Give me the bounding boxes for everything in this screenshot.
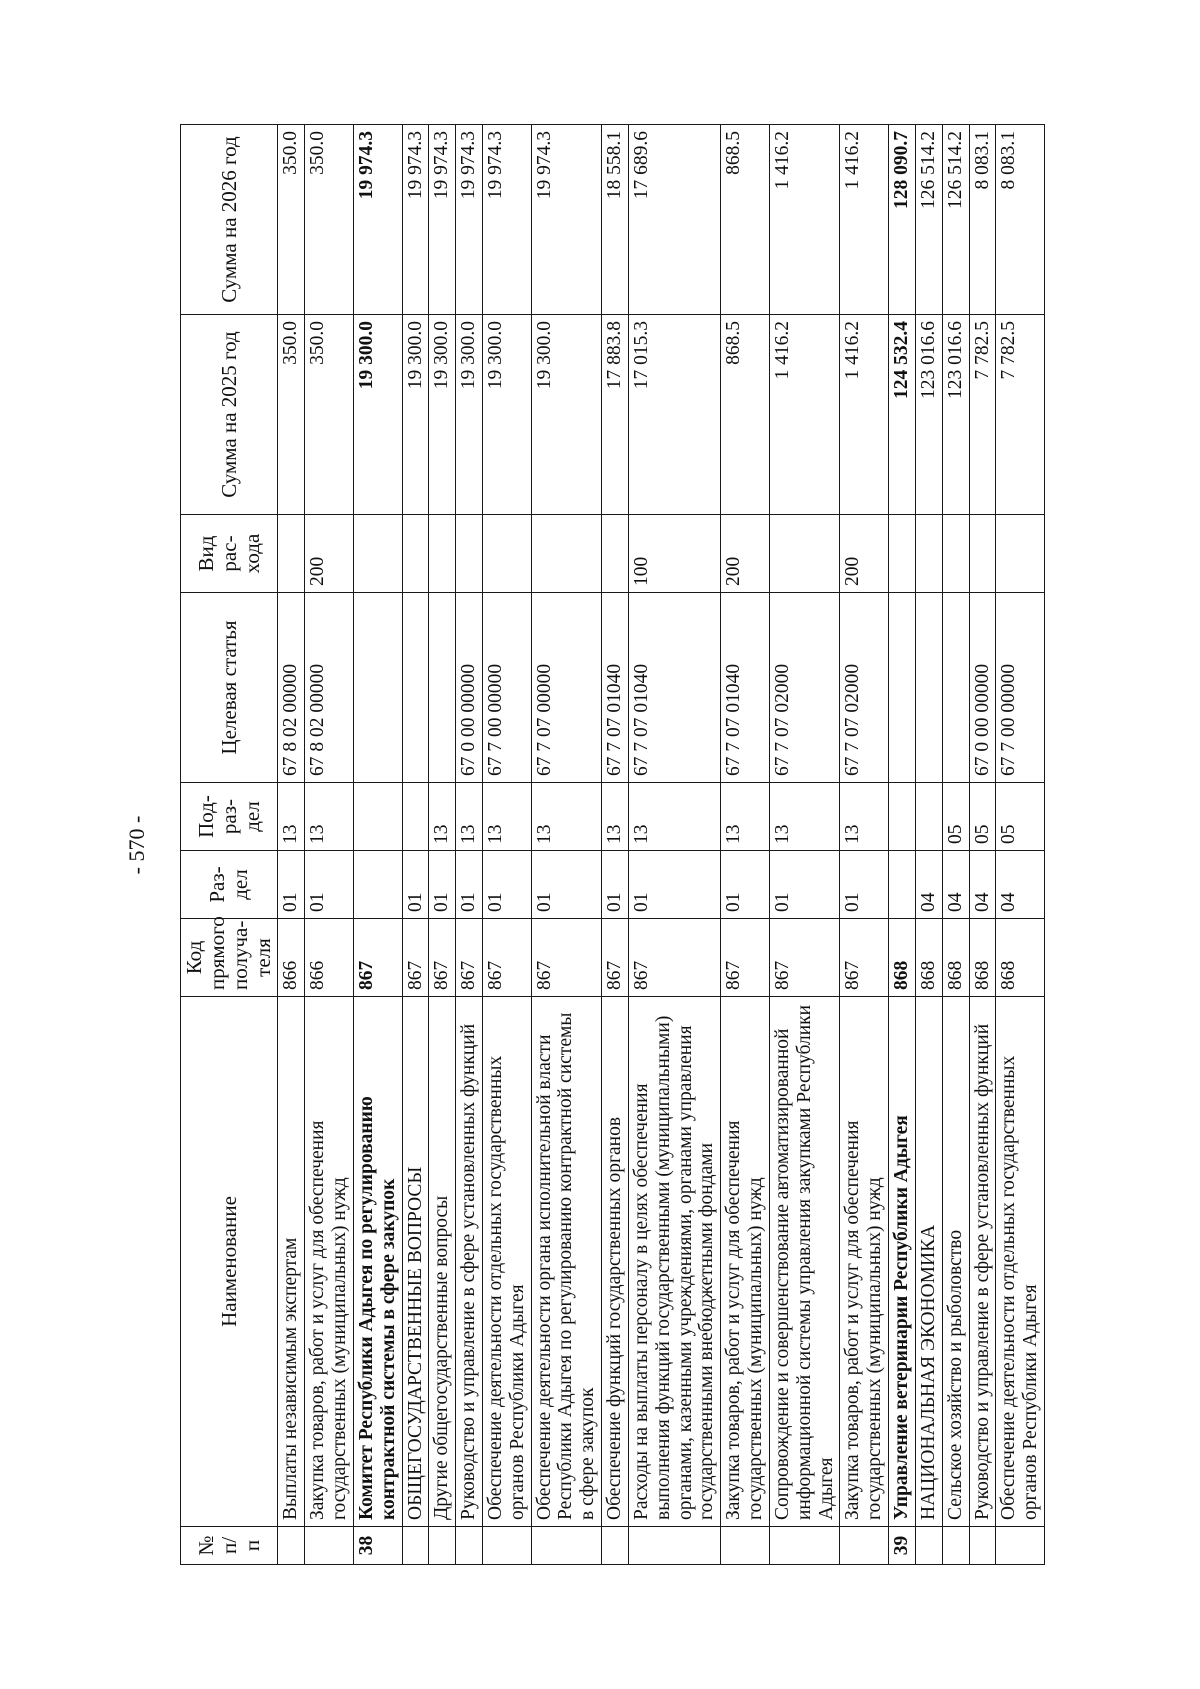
cell-sum2026: 19 974.3 — [429, 125, 456, 315]
rotated-page — [110, 85, 1090, 1605]
cell-name: Руководство и управление в сфере установленных функций — [456, 997, 483, 1527]
table-row — [429, 125, 456, 1565]
cell-target — [889, 593, 916, 783]
cell-name: Комитет Республики Адыгея по регулированию контрактной системы в сфере закупок — [353, 997, 402, 1527]
table-row — [996, 125, 1045, 1565]
cell-target — [353, 593, 402, 783]
cell-sum2026: 1 416.2 — [840, 125, 889, 315]
cell-target: 67 7 07 02000 — [769, 593, 839, 783]
cell-sum2025: 868.5 — [721, 315, 770, 515]
cell-name: НАЦИОНАЛЬНАЯ ЭКОНОМИКА — [915, 997, 942, 1527]
cell-exp-type — [889, 515, 916, 593]
cell-code: 867 — [402, 919, 429, 997]
cell-section: 04 — [969, 851, 996, 919]
header-name: Наименование — [181, 997, 278, 1527]
cell-section: 01 — [769, 851, 839, 919]
cell-sum2025: 350.0 — [278, 315, 305, 515]
cell-exp-type — [969, 515, 996, 593]
table-row — [305, 125, 354, 1565]
cell-name: Обеспечение функций государственных органов — [602, 997, 629, 1527]
cell-exp-type — [942, 515, 969, 593]
cell-subsection: 05 — [996, 783, 1045, 851]
table-row — [889, 125, 916, 1565]
cell-subsection: 13 — [602, 783, 629, 851]
cell-num — [531, 1527, 601, 1565]
budget-table — [180, 124, 1045, 1565]
cell-target: 67 7 07 01040 — [721, 593, 770, 783]
cell-code: 868 — [969, 919, 996, 997]
cell-exp-type — [483, 515, 532, 593]
cell-target: 67 7 00 00000 — [483, 593, 532, 783]
cell-sum2025: 123 016.6 — [942, 315, 969, 515]
table-row — [721, 125, 770, 1565]
cell-target: 67 7 00 00000 — [996, 593, 1045, 783]
cell-num: 38 — [353, 1527, 402, 1565]
cell-sum2025: 123 016.6 — [915, 315, 942, 515]
cell-num — [456, 1527, 483, 1565]
cell-exp-type: 200 — [721, 515, 770, 593]
cell-exp-type: 200 — [305, 515, 354, 593]
cell-subsection: 13 — [721, 783, 770, 851]
cell-code: 867 — [429, 919, 456, 997]
cell-num — [628, 1527, 720, 1565]
cell-num — [305, 1527, 354, 1565]
cell-target: 67 8 02 00000 — [278, 593, 305, 783]
cell-code: 867 — [840, 919, 889, 997]
cell-subsection — [402, 783, 429, 851]
cell-target — [915, 593, 942, 783]
cell-target: 67 7 07 00000 — [531, 593, 601, 783]
cell-num — [429, 1527, 456, 1565]
cell-subsection — [915, 783, 942, 851]
cell-num — [915, 1527, 942, 1565]
cell-num — [840, 1527, 889, 1565]
cell-target: 67 7 07 01040 — [628, 593, 720, 783]
cell-sum2026: 126 514.2 — [942, 125, 969, 315]
cell-subsection: 13 — [840, 783, 889, 851]
cell-subsection — [889, 783, 916, 851]
cell-subsection: 13 — [456, 783, 483, 851]
table-row — [942, 125, 969, 1565]
cell-subsection: 05 — [969, 783, 996, 851]
cell-code: 867 — [531, 919, 601, 997]
cell-exp-type — [456, 515, 483, 593]
cell-section: 01 — [305, 851, 354, 919]
cell-exp-type — [769, 515, 839, 593]
table-row — [969, 125, 996, 1565]
cell-name: ОБЩЕГОСУДАРСТВЕННЫЕ ВОПРОСЫ — [402, 997, 429, 1527]
cell-sum2025: 124 532.4 — [889, 315, 916, 515]
cell-name: Закупка товаров, работ и услуг для обеспечения государственных (муниципальных) нужд — [305, 997, 354, 1527]
cell-num — [969, 1527, 996, 1565]
cell-subsection: 13 — [769, 783, 839, 851]
header-exp-type: Вид рас- хода — [181, 515, 278, 593]
cell-section: 01 — [721, 851, 770, 919]
cell-code: 868 — [996, 919, 1045, 997]
cell-subsection: 13 — [278, 783, 305, 851]
cell-code: 867 — [353, 919, 402, 997]
cell-sum2025: 17 015.3 — [628, 315, 720, 515]
cell-code: 867 — [483, 919, 532, 997]
cell-section: 01 — [531, 851, 601, 919]
header-section: Раз- дел — [181, 851, 278, 919]
table-row — [483, 125, 532, 1565]
cell-sum2026: 128 090.7 — [889, 125, 916, 315]
cell-section — [889, 851, 916, 919]
cell-num: 39 — [889, 1527, 916, 1565]
cell-sum2025: 1 416.2 — [840, 315, 889, 515]
cell-code: 867 — [628, 919, 720, 997]
cell-exp-type — [402, 515, 429, 593]
cell-num — [278, 1527, 305, 1565]
cell-exp-type — [996, 515, 1045, 593]
cell-name: Обеспечение деятельности отдельных государственных органов Республики Адыгея — [996, 997, 1045, 1527]
cell-section: 01 — [429, 851, 456, 919]
header-subsection: Под- раз- дел — [181, 783, 278, 851]
cell-sum2025: 350.0 — [305, 315, 354, 515]
cell-section: 04 — [996, 851, 1045, 919]
cell-sum2026: 1 416.2 — [769, 125, 839, 315]
cell-sum2025: 19 300.0 — [429, 315, 456, 515]
cell-name: Управление ветеринарии Республики Адыгея — [889, 997, 916, 1527]
table-row — [915, 125, 942, 1565]
cell-name: Закупка товаров, работ и услуг для обеспечения государственных (муниципальных) нужд — [721, 997, 770, 1527]
cell-target: 67 8 02 00000 — [305, 593, 354, 783]
cell-code: 866 — [305, 919, 354, 997]
cell-section: 04 — [915, 851, 942, 919]
cell-code: 867 — [769, 919, 839, 997]
cell-sum2025: 17 883.8 — [602, 315, 629, 515]
cell-sum2025: 19 300.0 — [483, 315, 532, 515]
cell-exp-type — [602, 515, 629, 593]
header-target: Целевая статья — [181, 593, 278, 783]
cell-sum2026: 19 974.3 — [456, 125, 483, 315]
header-sum-2025: Сумма на 2025 год — [181, 315, 278, 515]
cell-sum2026: 19 974.3 — [483, 125, 532, 315]
cell-target: 67 0 00 00000 — [456, 593, 483, 783]
cell-name: Обеспечение деятельности органа исполнительной власти Республики Адыгея по регулированию контрактной системы в сфере закупок — [531, 997, 601, 1527]
cell-name: Сельское хозяйство и рыболовство — [942, 997, 969, 1527]
cell-sum2025: 19 300.0 — [456, 315, 483, 515]
cell-subsection: 13 — [429, 783, 456, 851]
cell-exp-type — [915, 515, 942, 593]
cell-subsection: 13 — [628, 783, 720, 851]
table-row — [602, 125, 629, 1565]
cell-sum2025: 7 782.5 — [996, 315, 1045, 515]
cell-subsection — [353, 783, 402, 851]
header-sum-2026: Сумма на 2026 год — [181, 125, 278, 315]
cell-subsection: 13 — [483, 783, 532, 851]
cell-sum2026: 8 083.1 — [969, 125, 996, 315]
cell-exp-type: 200 — [840, 515, 889, 593]
cell-subsection: 05 — [942, 783, 969, 851]
table-row — [353, 125, 402, 1565]
cell-exp-type — [278, 515, 305, 593]
cell-target — [402, 593, 429, 783]
cell-sum2026: 19 974.3 — [531, 125, 601, 315]
cell-sum2026: 868.5 — [721, 125, 770, 315]
cell-sum2026: 19 974.3 — [353, 125, 402, 315]
table-row — [402, 125, 429, 1565]
cell-section: 01 — [456, 851, 483, 919]
header-code: Код прямого получа- теля — [181, 919, 278, 997]
cell-name: Руководство и управление в сфере установленных функций — [969, 997, 996, 1527]
cell-num — [942, 1527, 969, 1565]
cell-target — [942, 593, 969, 783]
table-row — [628, 125, 720, 1565]
cell-section: 01 — [602, 851, 629, 919]
table-row — [456, 125, 483, 1565]
cell-sum2026: 19 974.3 — [402, 125, 429, 315]
table-row — [531, 125, 601, 1565]
table-row — [769, 125, 839, 1565]
cell-sum2025: 1 416.2 — [769, 315, 839, 515]
cell-sum2026: 350.0 — [305, 125, 354, 315]
cell-subsection: 13 — [531, 783, 601, 851]
cell-code: 868 — [915, 919, 942, 997]
cell-num — [602, 1527, 629, 1565]
cell-subsection: 13 — [305, 783, 354, 851]
cell-section: 01 — [483, 851, 532, 919]
cell-sum2025: 19 300.0 — [402, 315, 429, 515]
cell-code: 866 — [278, 919, 305, 997]
cell-name: Расходы на выплаты персоналу в целях обеспечения выполнения функций государственными (муниципальными) органами, казенными учреждениями, органами управления государственными внебюджетными фондами — [628, 997, 720, 1527]
cell-num — [996, 1527, 1045, 1565]
cell-code: 867 — [602, 919, 629, 997]
cell-sum2026: 126 514.2 — [915, 125, 942, 315]
cell-exp-type: 100 — [628, 515, 720, 593]
cell-sum2025: 19 300.0 — [531, 315, 601, 515]
table-header — [181, 125, 278, 1565]
cell-num — [402, 1527, 429, 1565]
cell-code: 867 — [456, 919, 483, 997]
header-num: № п/п — [181, 1527, 278, 1565]
cell-code: 868 — [942, 919, 969, 997]
cell-section — [353, 851, 402, 919]
cell-code: 868 — [889, 919, 916, 997]
cell-name: Закупка товаров, работ и услуг для обеспечения государственных (муниципальных) нужд — [840, 997, 889, 1527]
page-number: - 570 - — [124, 815, 149, 875]
cell-sum2026: 17 689.6 — [628, 125, 720, 315]
cell-section: 04 — [942, 851, 969, 919]
cell-exp-type — [429, 515, 456, 593]
table-row — [278, 125, 305, 1565]
cell-num — [483, 1527, 532, 1565]
cell-target: 67 7 07 01040 — [602, 593, 629, 783]
cell-exp-type — [353, 515, 402, 593]
cell-name: Выплаты независимым экспертам — [278, 997, 305, 1527]
cell-exp-type — [531, 515, 601, 593]
cell-target: 67 0 00 00000 — [969, 593, 996, 783]
cell-num — [721, 1527, 770, 1565]
cell-section: 01 — [628, 851, 720, 919]
cell-name: Обеспечение деятельности отдельных государственных органов Республики Адыгея — [483, 997, 532, 1527]
cell-name: Другие общегосударственные вопросы — [429, 997, 456, 1527]
cell-sum2025: 7 782.5 — [969, 315, 996, 515]
cell-target — [429, 593, 456, 783]
table-row — [840, 125, 889, 1565]
cell-code: 867 — [721, 919, 770, 997]
cell-num — [769, 1527, 839, 1565]
cell-sum2026: 18 558.1 — [602, 125, 629, 315]
cell-target: 67 7 07 02000 — [840, 593, 889, 783]
cell-section: 01 — [840, 851, 889, 919]
cell-sum2026: 350.0 — [278, 125, 305, 315]
cell-sum2025: 19 300.0 — [353, 315, 402, 515]
cell-sum2026: 8 083.1 — [996, 125, 1045, 315]
cell-name: Сопровождение и совершенствование автоматизированной информационной системы управления закупками Республики Адыгея — [769, 997, 839, 1527]
cell-section: 01 — [278, 851, 305, 919]
cell-section: 01 — [402, 851, 429, 919]
